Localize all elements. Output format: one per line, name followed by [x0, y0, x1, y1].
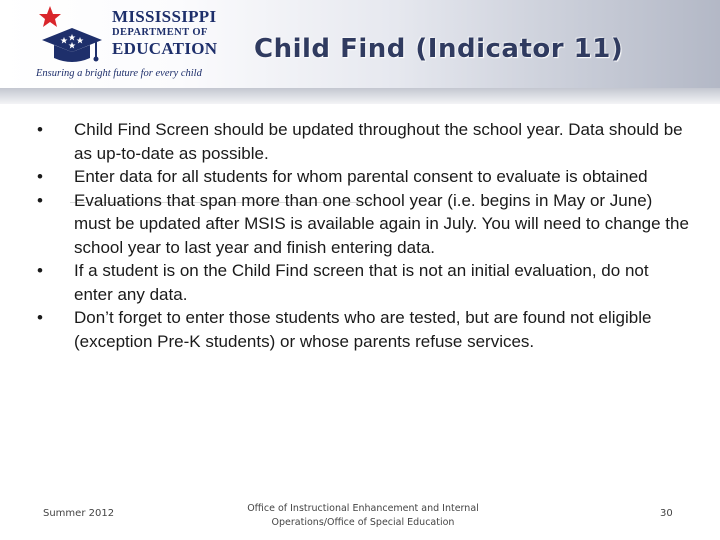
bullet-text: Enter data for all students for whom parental consent to evaluate is obtained	[74, 167, 648, 186]
slide-body	[30, 118, 690, 353]
footer-office	[240, 502, 486, 530]
bullet-dot-icon: •	[37, 308, 43, 327]
bullet-text: Evaluations that span more than one school year (i.e. begins in May or June) must be updated after MSIS is available again in July. You will need to change the school year to last year and finish entering data.	[74, 190, 689, 257]
bullet-item	[30, 259, 690, 306]
footer-date: Summer 2012	[43, 508, 115, 519]
bullet-text: Don’t forget to enter those students who are tested, but are found not eligible (exception Pre-K students) or whose parents refuse services.	[74, 308, 652, 351]
logo-line-state: MISSISSIPPI	[112, 7, 217, 26]
bullet-dot-icon: •	[37, 167, 43, 186]
bullet-item	[30, 118, 690, 165]
bullet-dot-icon: •	[37, 190, 43, 210]
bullet-list	[30, 118, 690, 353]
bullet-item	[30, 189, 690, 260]
bullet-item	[30, 165, 690, 189]
logo-line-education: EDUCATION	[112, 38, 218, 58]
logo-wordmark	[112, 8, 217, 57]
logo-tagline: Ensuring a bright future for every child	[36, 68, 202, 79]
footer-office-line1: Office of Instructional Enhancement and Internal	[247, 503, 479, 514]
bullet-dot-icon: •	[37, 120, 43, 139]
mde-logo	[34, 4, 218, 86]
logo-line-department: DEPARTMENT OF	[112, 27, 208, 38]
page-number: 30	[660, 508, 673, 519]
graduation-cap-star-icon	[34, 4, 104, 74]
slide-title: Child Find (Indicator 11)	[254, 34, 624, 64]
bullet-dot-icon: •	[37, 261, 43, 280]
footer-office-line2: Operations/Office of Special Education	[271, 517, 455, 528]
bullet-text: If a student is on the Child Find screen that is not an initial evaluation, do not enter any data.	[74, 261, 649, 304]
bullet-item	[30, 306, 690, 353]
header-divider-band	[0, 88, 720, 104]
bullet-text: Child Find Screen should be updated throughout the school year. Data should be as up-to-date as possible.	[74, 120, 683, 163]
